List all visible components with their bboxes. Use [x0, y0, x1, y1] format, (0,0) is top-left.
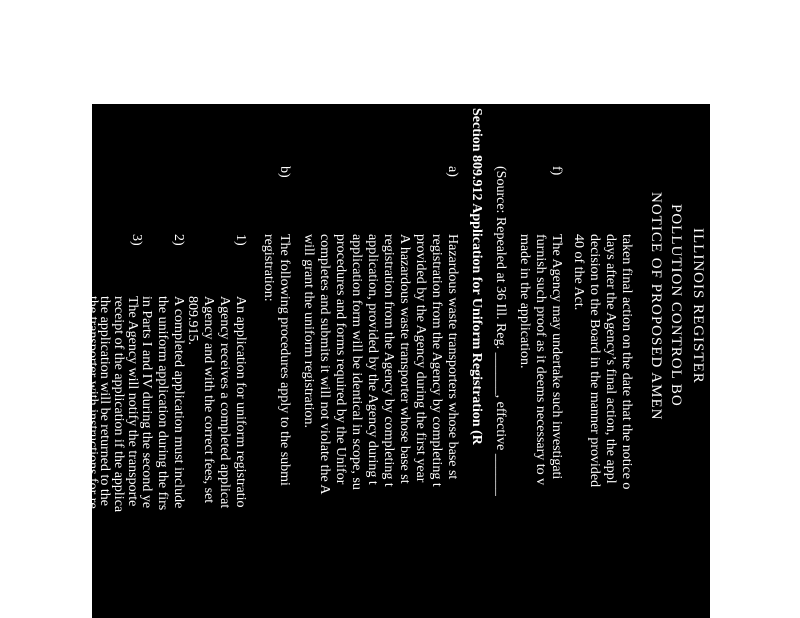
item-marker-f: f): [549, 166, 564, 176]
scanned-document-page: [85, 104, 712, 618]
paragraph-line: the application will be returned to the: [97, 296, 112, 506]
paragraph-line: the transporter with instructions for re: [85, 296, 100, 509]
paragraph-line: application, provided by the Agency during t: [365, 234, 380, 485]
paragraph-line: 40 of the Act.: [571, 234, 586, 311]
paragraph-line: 809.915.: [185, 296, 200, 345]
paragraph-line: The Agency will notify the transporte: [125, 296, 140, 507]
paragraph-line: provided by the Agency during the first year: [413, 234, 428, 483]
paragraph-line: made in the application.: [517, 234, 532, 369]
register-header: ILLINOIS REGISTER: [690, 228, 706, 384]
paragraph-line: days after the Agency’s final action, the appl: [603, 234, 618, 484]
item-marker-b3: 3): [129, 234, 144, 246]
paragraph-line: An application for uniform registratio: [233, 296, 248, 508]
notice-header: NOTICE OF PROPOSED AMEN: [648, 192, 664, 421]
paragraph-line: procedures and forms required by the Unifor: [333, 234, 348, 485]
paragraph-line: registration:: [261, 234, 276, 302]
paragraph-line: Hazardous waste transporters whose base st: [445, 234, 460, 480]
paragraph-line: furnish such proof as it deems necessary to v: [533, 234, 548, 486]
paragraph-line: in Parts I and IV during the second ye: [139, 296, 154, 509]
paragraph-line: A hazardous waste transporter whose base st: [397, 234, 412, 484]
paragraph-line: Agency and with the correct fees, set: [201, 296, 216, 504]
paragraph-line: the uniform application during the firs: [155, 296, 170, 511]
item-marker-b2: 2): [171, 234, 186, 246]
paragraph-line: Agency receives a completed applicat: [217, 296, 232, 509]
paragraph-line: will grant the uniform registration.: [301, 234, 316, 429]
rotated-text-block: [85, 104, 712, 618]
board-header: POLLUTION CONTROL BO: [668, 204, 684, 407]
paragraph-line: decision to the Board in the manner provided: [587, 234, 602, 488]
paragraph-line: registration from the Agency by completing t: [381, 234, 396, 487]
paragraph-line: receipt of the application if the applica: [111, 296, 126, 513]
source-note: (Source: Repealed at 36 Ill. Reg. ______, effective ______: [493, 166, 508, 496]
item-marker-b: b): [277, 166, 292, 178]
paragraph-line: taken final action on the date that the notice o: [619, 234, 634, 490]
section-heading: Section 809.912 Application for Uniform Registration (R: [469, 108, 484, 445]
item-marker-b1: 1): [233, 234, 248, 246]
paragraph-line: application form will be identical in scope, su: [349, 234, 364, 490]
paragraph-line: registration from the Agency by completing t: [429, 234, 444, 487]
paragraph-line: completes and submits it will not violate the A: [317, 234, 332, 495]
item-marker-a: a): [445, 166, 460, 177]
paragraph-line: The Agency may undertake such investigati: [549, 234, 564, 480]
paragraph-line: The following procedures apply to the submi: [277, 234, 292, 486]
paragraph-line: A completed application must include: [171, 296, 186, 509]
header-rule: [710, 104, 712, 618]
